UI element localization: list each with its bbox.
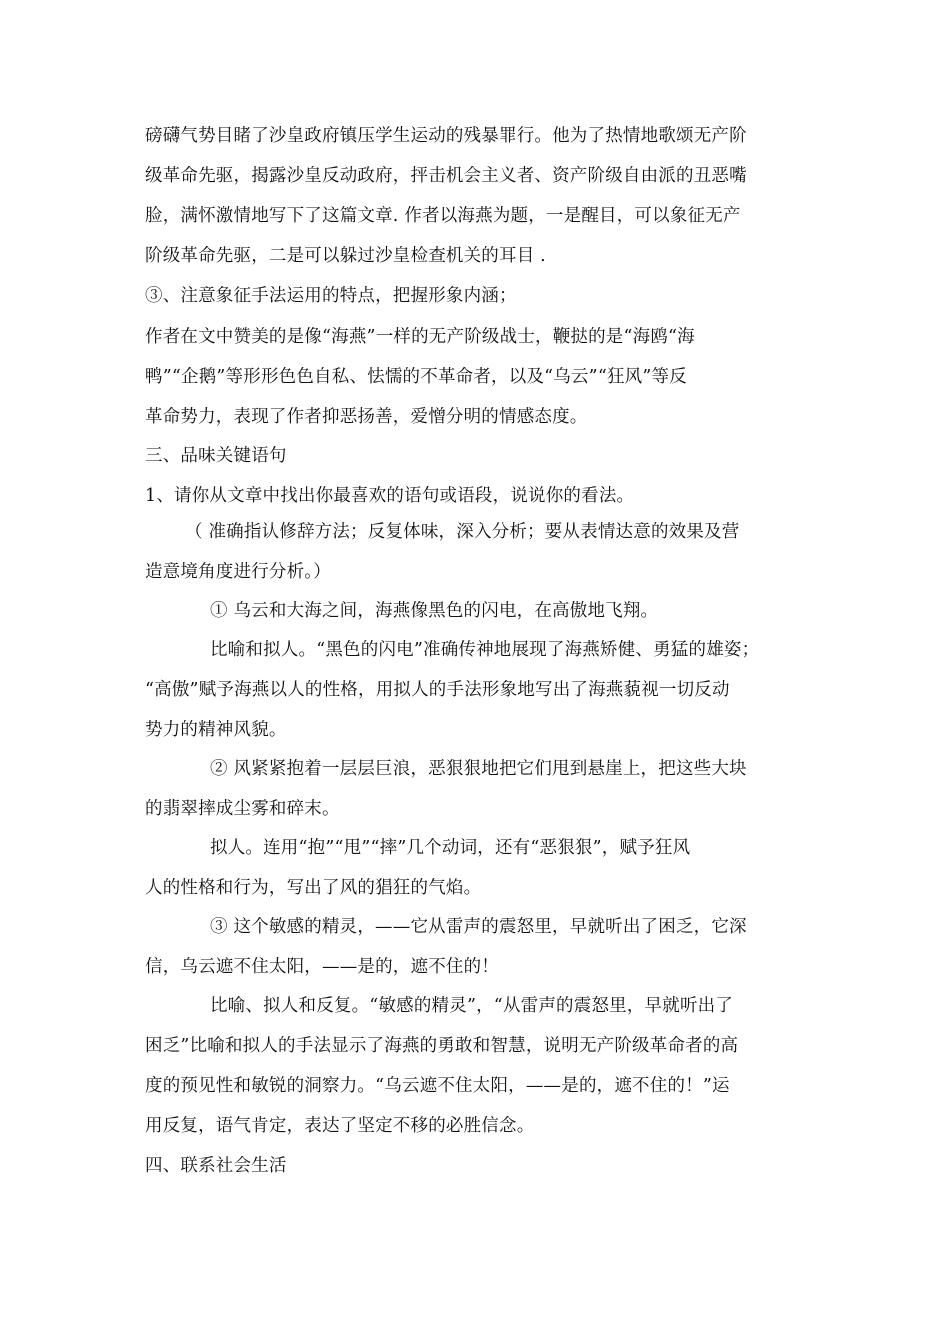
section-subheading: ③、注意象征手法运用的特点，把握形象内涵； bbox=[145, 286, 517, 306]
analysis-line: 用反复，语气肯定，表达了坚定不移的必胜信念。 bbox=[145, 1116, 535, 1136]
question-line: 1、请你从文章中找出你最喜欢的语句或语段，说说你的看法。 bbox=[145, 486, 635, 506]
paragraph-line: 级革命先驱，揭露沙皇反动政府，抨击机会主义者、资产阶级自由派的丑恶嘴 bbox=[145, 166, 747, 186]
instruction-line: （ 准确指认修辞方法；反复体味，深入分析；要从表情达意的效果及营 bbox=[185, 522, 740, 542]
analysis-line: 比喻、拟人和反复。“敏感的精灵”，“从雷声的震怒里，早就听出了 bbox=[210, 996, 734, 1016]
paragraph-line: 磅礴气势目睹了沙皇政府镇压学生运动的残暴罪行。他为了热情地歌颂无产阶 bbox=[145, 126, 747, 146]
section-heading: 四、联系社会生活 bbox=[145, 1156, 287, 1176]
paragraph-line: 脸，满怀激情地写下了这篇文章. 作者以海燕为题，一是醒目，可以象征无产 bbox=[145, 206, 741, 226]
paragraph-line: 作者在文中赞美的是像“海燕”一样的无产阶级战士，鞭挞的是“海鸥“海 bbox=[145, 327, 695, 347]
analysis-line: “高傲”赋予海燕以人的性格，用拟人的手法形象地写出了海燕藐视一切反动 bbox=[145, 680, 730, 700]
analysis-line: 比喻和拟人。“黑色的闪电”准确传神地展现了海燕矫健、勇猛的雄姿； bbox=[210, 640, 760, 660]
paragraph-line: 鸭”“企鹅”等形形色色自私、怯懦的不革命者，以及“乌云”“狂风”等反 bbox=[145, 367, 687, 387]
analysis-line: 势力的精神风貌。 bbox=[145, 720, 287, 740]
quote-line: 信，乌云遮不住太阳，——是的，遮不住的！ bbox=[145, 957, 499, 977]
section-heading: 三、品味关键语句 bbox=[145, 446, 287, 466]
analysis-line: 人的性格和行为，写出了风的猖狂的气焰。 bbox=[145, 878, 482, 898]
paragraph-line: 阶级革命先驱，二是可以躲过沙皇检查机关的耳目 . bbox=[145, 246, 546, 266]
quote-line: ② 风紧紧抱着一层层巨浪，恶狠狠地把它们甩到悬崖上，把这些大块 bbox=[210, 759, 747, 779]
quote-line: ③ 这个敏感的精灵，——它从雷声的震怒里，早就听出了困乏，它深 bbox=[210, 917, 747, 937]
analysis-line: 拟人。连用“抱”“甩”“摔”几个动词，还有“恶狠狠”，赋予狂风 bbox=[210, 838, 691, 858]
analysis-line: 度的预见性和敏锐的洞察力。“乌云遮不住太阳，——是的，遮不住的！”运 bbox=[145, 1076, 730, 1096]
quote-line: 的翡翠摔成尘雾和碎末。 bbox=[145, 799, 340, 819]
analysis-line: 困乏”比喻和拟人的手法显示了海燕的勇敢和智慧，说明无产阶级革命者的高 bbox=[145, 1036, 739, 1056]
instruction-line: 造意境角度进行分析。） bbox=[145, 562, 331, 582]
paragraph-line: 革命势力，表现了作者抑恶扬善，爱憎分明的情感态度。 bbox=[145, 407, 588, 427]
quote-line: ① 乌云和大海之间，海燕像黑色的闪电，在高傲地飞翔。 bbox=[210, 601, 659, 621]
